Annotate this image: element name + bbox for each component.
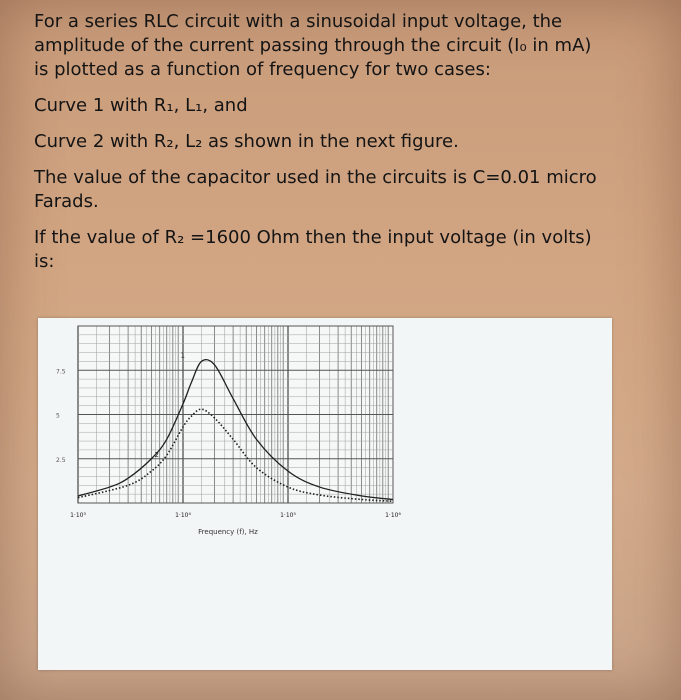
resonance-chart — [38, 318, 612, 670]
plot-panel — [38, 318, 612, 670]
y-tick-labels — [56, 368, 66, 464]
y-tick-label: 7.5 — [56, 368, 66, 376]
x-tick-label: 1·10⁴ — [175, 512, 191, 519]
question-text — [34, 10, 634, 274]
capacitor-line-1: The value of the capacitor used in the circuits is C=0.01 micro — [34, 167, 597, 188]
curve-label-2: 2 — [154, 451, 159, 460]
capacitor-line-2: Farads. — [34, 191, 99, 212]
curve2-line: Curve 2 with R₂, L₂ as shown in the next figure. — [34, 131, 459, 152]
y-tick-label: 2.5 — [56, 456, 66, 464]
x-tick-label: 1·10⁶ — [385, 512, 401, 519]
intro-line-1: For a series RLC circuit with a sinusoidal input voltage, the — [34, 11, 563, 32]
y-tick-label: 5 — [56, 412, 60, 420]
ask-line-1: If the value of R₂ =1600 Ohm then the input voltage (in volts) — [34, 227, 592, 248]
x-tick-labels — [70, 512, 401, 519]
x-axis-label: Frequency (f), Hz — [198, 528, 258, 536]
intro-line-3: is plotted as a function of frequency for two cases: — [34, 59, 491, 80]
intro-line-2: amplitude of the current passing through the circuit (I₀ in mA) — [34, 35, 592, 56]
ask-line-2: is: — [34, 251, 55, 272]
chart-grid — [78, 326, 393, 503]
x-tick-label: 1·10⁵ — [280, 512, 296, 519]
curve-label-1: 1 — [180, 351, 185, 360]
curve1-line: Curve 1 with R₁, L₁, and — [34, 95, 248, 116]
x-tick-label: 1·10³ — [70, 512, 86, 519]
